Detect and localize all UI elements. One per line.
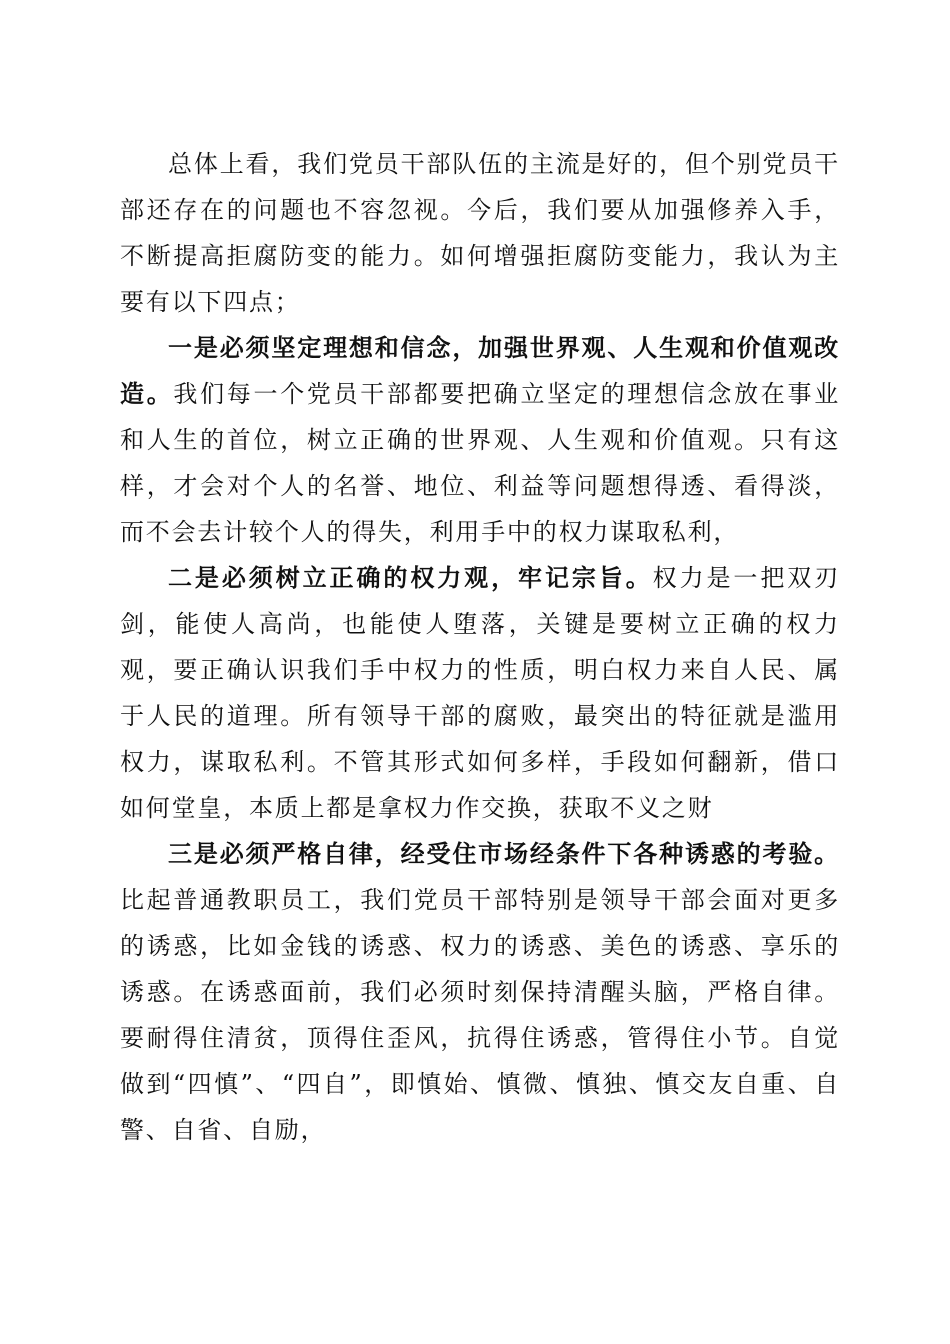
paragraph-intro xyxy=(120,141,840,325)
paragraph-point-two xyxy=(120,555,840,831)
paragraph-lead: 三是必须严格自律，经受住市场经条件下各种诱惑的考验。 xyxy=(168,839,840,868)
paragraph-point-one xyxy=(120,325,840,555)
paragraph-text: 总体上看，我们党员干部队伍的主流是好的，但个别党员干部还存在的问题也不容忽视。今后，我们要从加强修养入手，不断提高拒腐防变的能力。如何增强拒腐防变能力，我认为主要有以下四点； xyxy=(120,150,840,316)
document-body xyxy=(120,141,840,1153)
paragraph-text: 比起普通教职员工，我们党员干部特别是领导干部会面对更多的诱惑，比如金钱的诱惑、权力的诱惑、美色的诱惑、享乐的诱惑。在诱惑面前，我们必须时刻保持清醒头脑，严格自律。要耐得住清贫，顶得住歪风，抗得住诱惑，管得住小节。自觉做到“四慎”、“四自”，即慎始、慎微、慎独、慎交友自重、自警、自省、自励， xyxy=(120,886,840,1144)
paragraph-text: 我们每一个党员干部都要把确立坚定的理想信念放在事业和人生的首位，树立正确的世界观、人生观和价值观。只有这样，才会对个人的名誉、地位、利益等问题想得透、看得淡，而不会去计较个人的得失，利用手中的权力谋取私利， xyxy=(120,380,840,546)
paragraph-lead: 一是必须坚定理想和信念，加强世界观、人生观和价值观改造。 xyxy=(120,333,840,408)
paragraph-lead: 二是必须树立正确的权力观，牢记宗旨。 xyxy=(168,563,653,592)
paragraph-text: 权力是一把双刃剑，能使人高尚，也能使人堕落，关键是要树立正确的权力观，要正确认识我们手中权力的性质，明白权力来自人民、属于人民的道理。所有领导干部的腐败，最突出的特征就是滥用权力，谋取私利。不管其形式如何多样，手段如何翻新，借口如何堂皇，本质上都是拿权力作交换，获取不义之财 xyxy=(120,564,840,822)
paragraph-point-three xyxy=(120,831,840,1153)
